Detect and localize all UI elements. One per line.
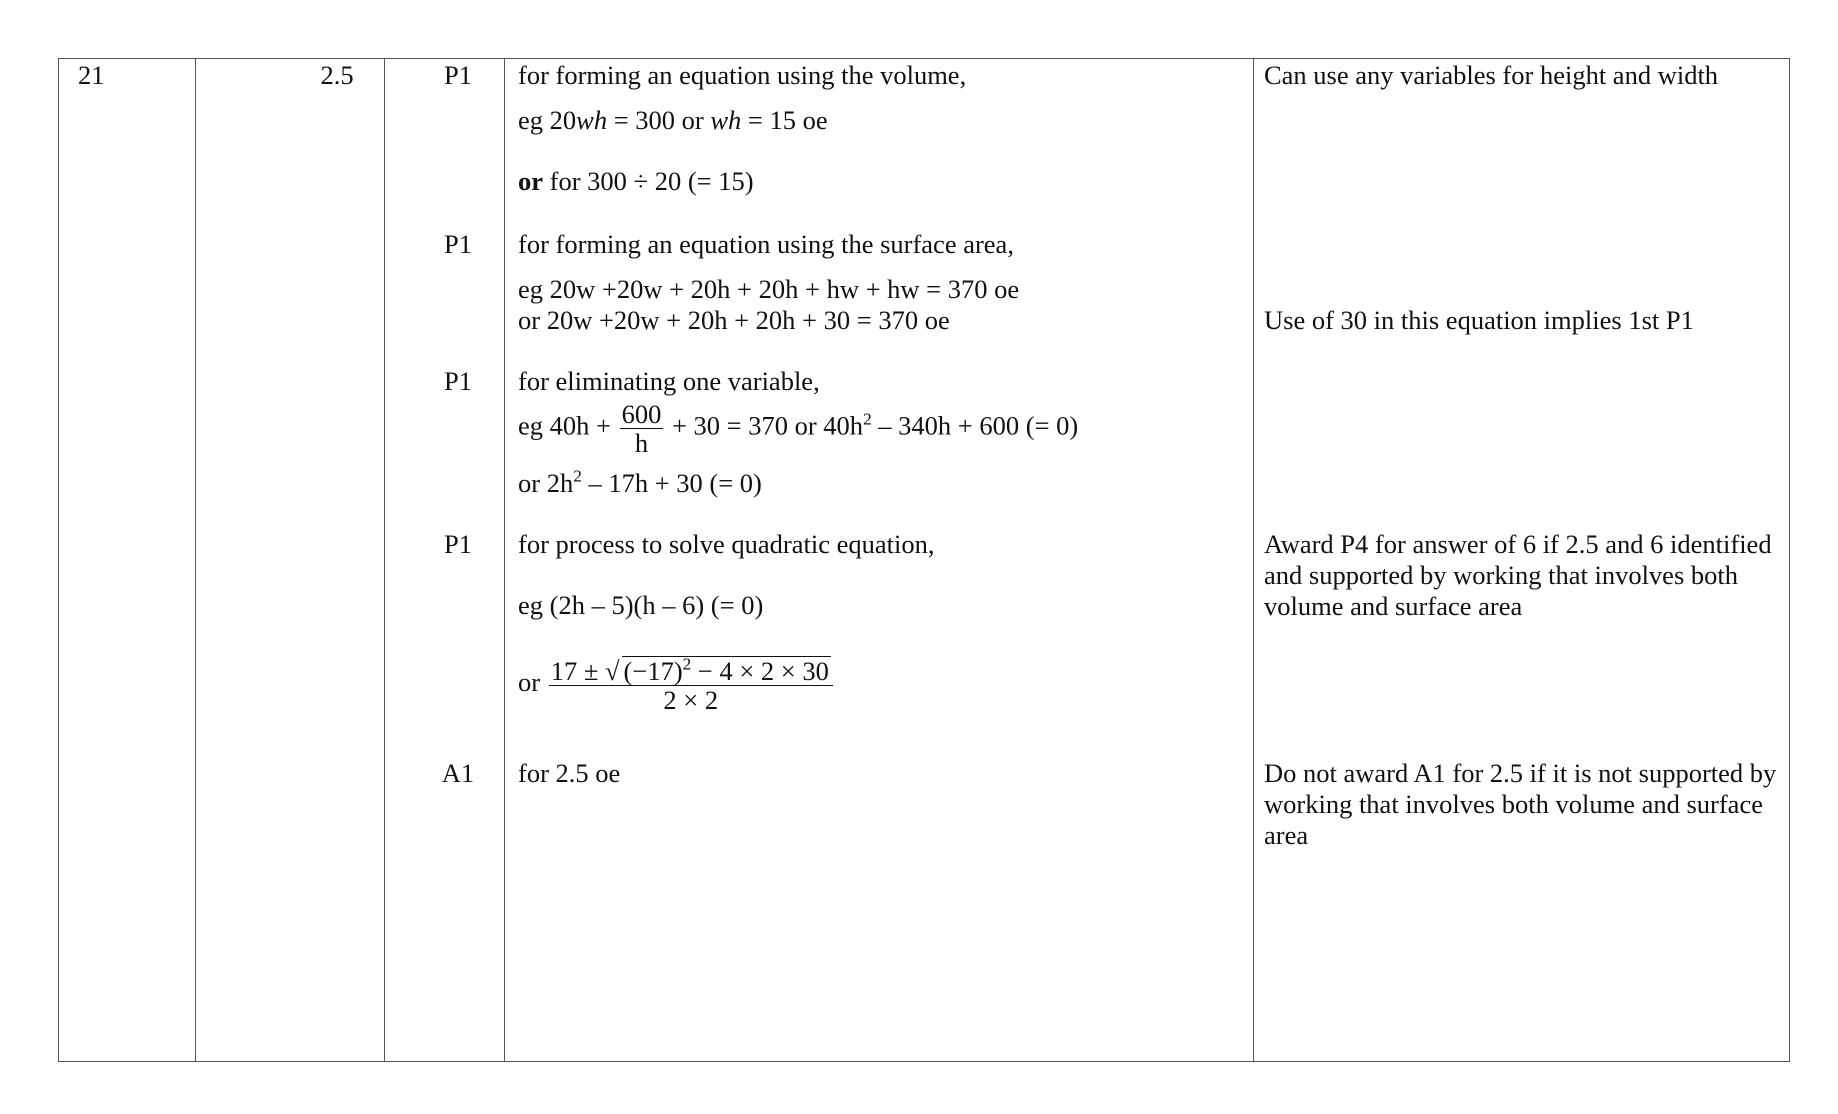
column-divider [384,58,385,1062]
working-equation: eg 40h + $\frac{600}{h}$ + 30 = 370 or $40h^2 - 340h + 600$ (= 0) [518,399,1079,458]
mark-label: P1 [444,229,472,259]
guidance-note: Award P4 for answer of 6 if 2.5 and 6 identified and supported by working that involves both volume and surface area [1264,529,1772,621]
column-divider [504,58,505,1062]
working-equation: eg 20w +20w + 20h + 20h + hw + hw = 370 oe [518,274,1020,304]
mark-label: P1 [444,366,472,396]
mark-label: A1 [441,758,475,788]
mark-label: P1 [444,529,472,559]
working-equation: eg 20wh = 300 or wh = 15 oe [518,105,828,135]
working-text: for eliminating one variable, [518,366,820,396]
answer-value: 2.5 [320,60,354,90]
guidance-note: Do not award A1 for 2.5 if it is not supported by working that involves both volume and surface area [1264,758,1777,850]
question-number: 21 [78,60,105,90]
working-equation: or 20w +20w + 20h + 20h + 30 = 370 oe [518,305,950,335]
working-equation: eg (2h – 5)(h – 6) (= 0) [518,590,764,620]
fraction: $\frac{17 \pm √ (-17)^2 - 4 \times 2 \times 30}{2 \times 2}$ [549,656,833,714]
working-text: for forming an equation using the surface area, [518,229,1014,259]
working-text: for forming an equation using the volume, [518,60,967,90]
guidance-note: Use of 30 in this equation implies 1st P1 [1264,305,1694,335]
working-alternative: or for 300 ÷ 20 (= 15) [518,166,754,196]
working-text: for process to solve quadratic equation, [518,529,935,559]
column-divider [195,58,196,1062]
mark-label: P1 [444,60,472,90]
column-divider [1253,58,1254,1062]
quadratic-formula: or $\frac{17 \pm √ (-17)^2 - 4 \times 2 \times 30}{2 \times 2}$ [518,656,835,714]
working-text: for 2.5 oe [518,758,621,788]
working-equation: or $2h^2 - 17h + 30$ (= 0) [518,466,762,498]
guidance-note: Can use any variables for height and width [1264,60,1719,90]
fraction: $\frac{600}{h}$ [621,399,662,458]
